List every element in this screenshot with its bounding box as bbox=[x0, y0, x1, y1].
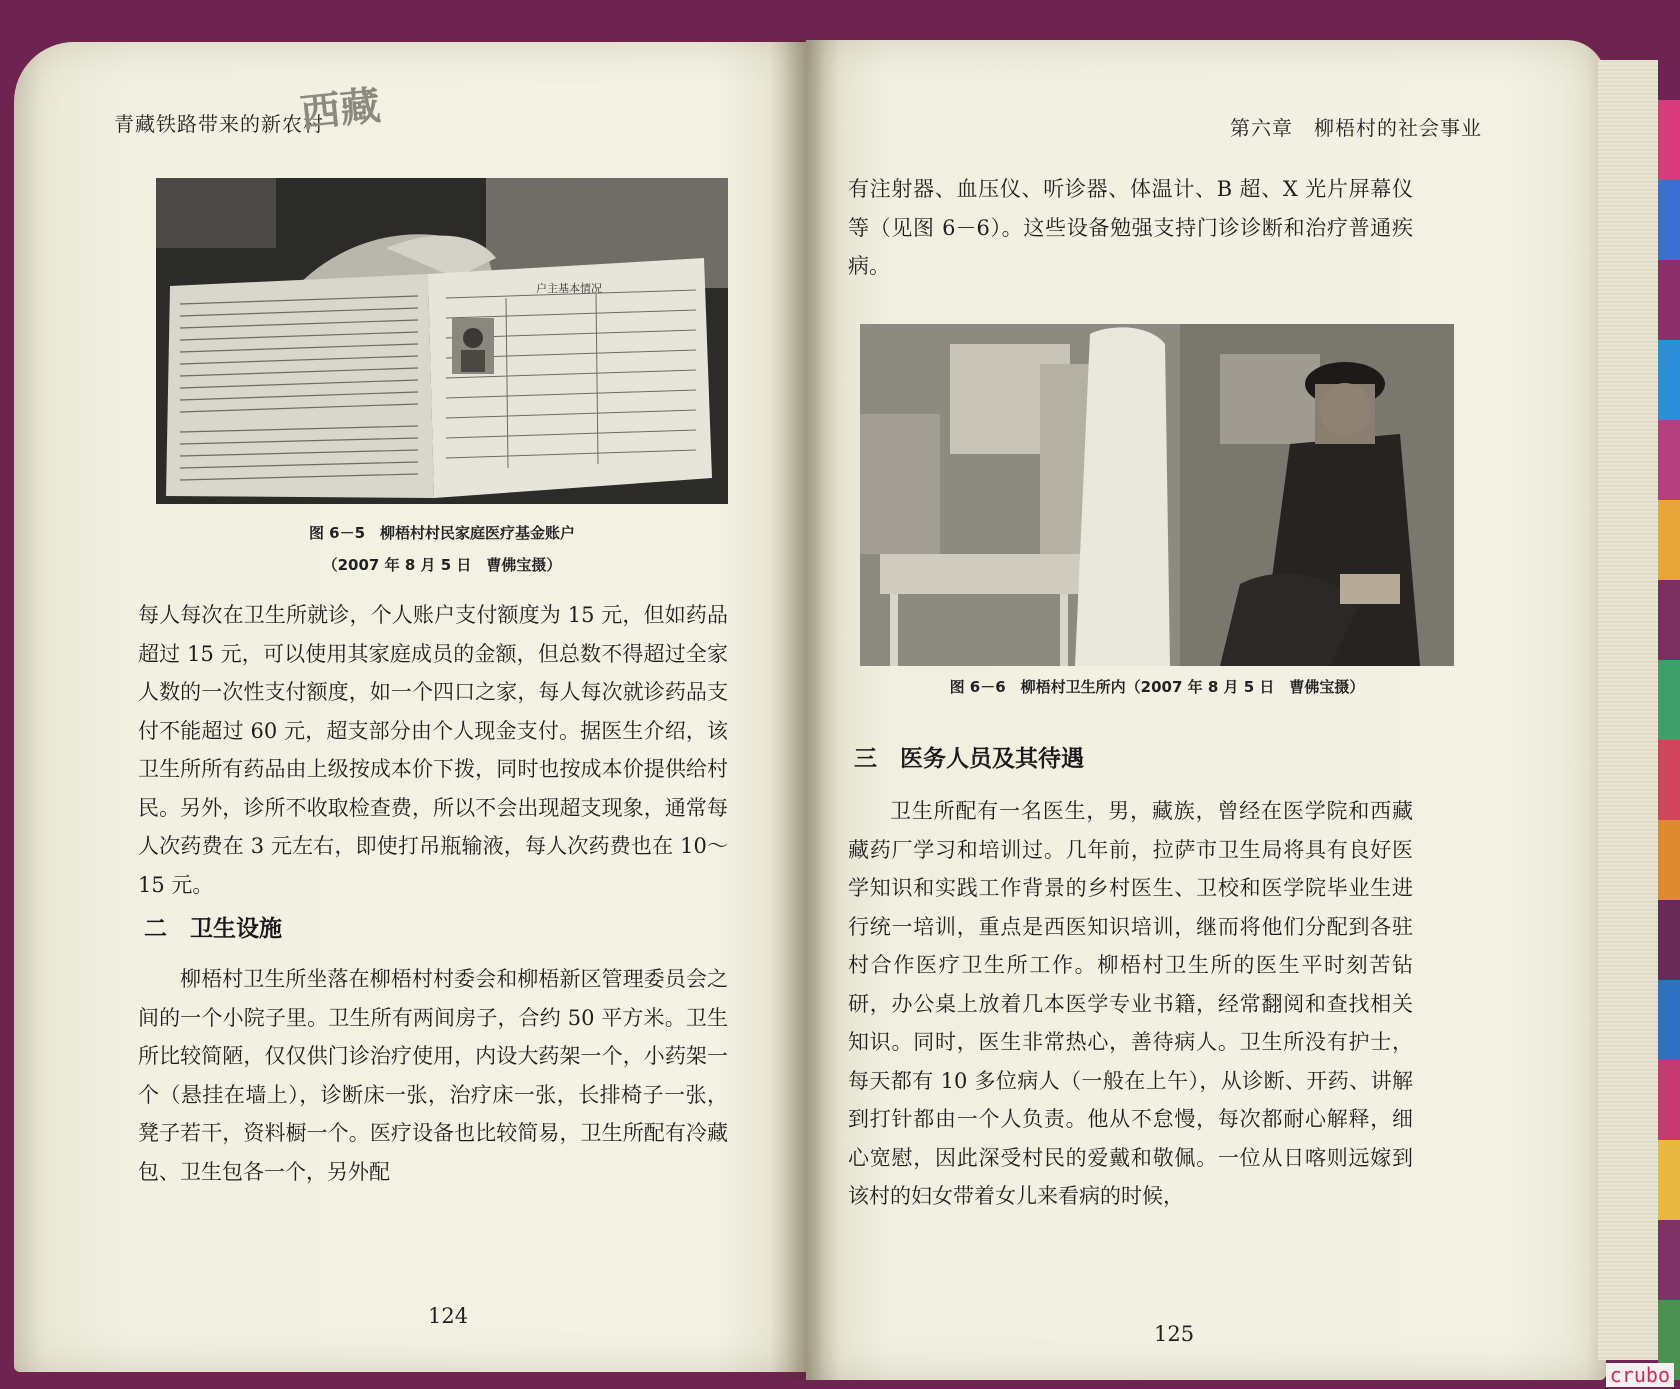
running-head-left: 青藏铁路带来的新农村 bbox=[114, 112, 324, 136]
figure-6-5-caption-line1: 图 6－5 柳梧村村民家庭医疗基金账户 bbox=[308, 524, 576, 542]
right-paragraph-2: 卫生所配有一名医生，男，藏族，曾经在医学院和西藏藏药厂学习和培训过。几年前，拉萨市卫生局将具有良好医学知识和实践工作背景的乡村医生、卫校和医学院毕业生进行统一培训，重点是西医知识培训，继而将他们分配到各驻村合作医疗卫生所工作。柳梧村卫生所的医生平时刻苦钻研，办公桌上放着几本医学专业书籍，经常翻阅和查找相关知识。同时，医生非常热心，善待病人。卫生所没有护士，每天都有 10 多位病人（一般在上午），从诊断、开药、讲解到打针都由一个人负责。他从不怠慢，每次都耐心解释，细心宽慰，因此深受村民的爱戴和敬佩。一位从日喀则远嫁到该村的妇女带着女儿来看病的时候， bbox=[848, 799, 1413, 1208]
scan-color-calibration-bar bbox=[1658, 100, 1680, 1380]
page-number-right: 125 bbox=[1154, 1322, 1195, 1346]
figure-6-6-caption: 图 6－6 柳梧村卫生所内（2007 年 8 月 5 日 曹佛宝摄） bbox=[949, 678, 1365, 696]
figure-6-5-caption-line2: （2007 年 8 月 5 日 曹佛宝摄） bbox=[322, 556, 562, 574]
right-page bbox=[806, 40, 1606, 1380]
figure-6-6-photo bbox=[860, 324, 1454, 666]
book-spine-shadow bbox=[770, 40, 840, 1380]
booklet-photo-illustration bbox=[156, 178, 728, 504]
running-head-right: 第六章 柳梧村的社会事业 bbox=[1230, 116, 1482, 140]
figure-6-5-photo bbox=[156, 178, 728, 504]
page-edges bbox=[1598, 60, 1658, 1360]
booklet-header-text: 户主基本情况 bbox=[536, 282, 602, 295]
clinic-photo-illustration bbox=[860, 324, 1454, 666]
left-paragraph-1: 每人每次在卫生所就诊，个人账户支付额度为 15 元，但如药品超过 15 元，可以使用其家庭成员的金额，但总数不得超过全家人数的一次性支付额度，如一个四口之家，每人每次就诊药品支付不能超过 60 元，超支部分由个人现金支付。据医生介绍，该卫生所所有药品由上级按成本价下拨，同时也按成本价提供给村民。另外，诊所不收取检查费，所以不会出现超支现象，通常每人次药费在 3 元左右，即使打吊瓶输液，每人次药费也在 10～15 元。 bbox=[138, 603, 728, 897]
crubo-watermark: crubo bbox=[1606, 1363, 1674, 1387]
section-heading-2: 二 卫生设施 bbox=[144, 916, 282, 942]
right-paragraph-1: 有注射器、血压仪、听诊器、体温计、B 超、X 光片屏幕仪等（见图 6－6）。这些设备勉强支持门诊诊断和治疗普通疾病。 bbox=[848, 177, 1413, 278]
left-paragraph-2: 柳梧村卫生所坐落在柳梧村村委会和柳梧新区管理委员会之间的一个小院子里。卫生所有两间房子，合约 50 平方米。卫生所比较简陋，仅仅供门诊治疗使用，内设大药架一个，小药架一个（悬挂在墙上），诊断床一张，治疗床一张，长排椅子一张，凳子若干，资料橱一个。医疗设备也比较简易，卫生所配有冷藏包、卫生包各一个，另外配 bbox=[138, 967, 728, 1184]
left-page bbox=[14, 42, 806, 1372]
xizang-logo: 西藏 bbox=[298, 81, 383, 138]
section-heading-3: 三 医务人员及其待遇 bbox=[854, 746, 1084, 772]
page-number-left: 124 bbox=[428, 1304, 469, 1328]
